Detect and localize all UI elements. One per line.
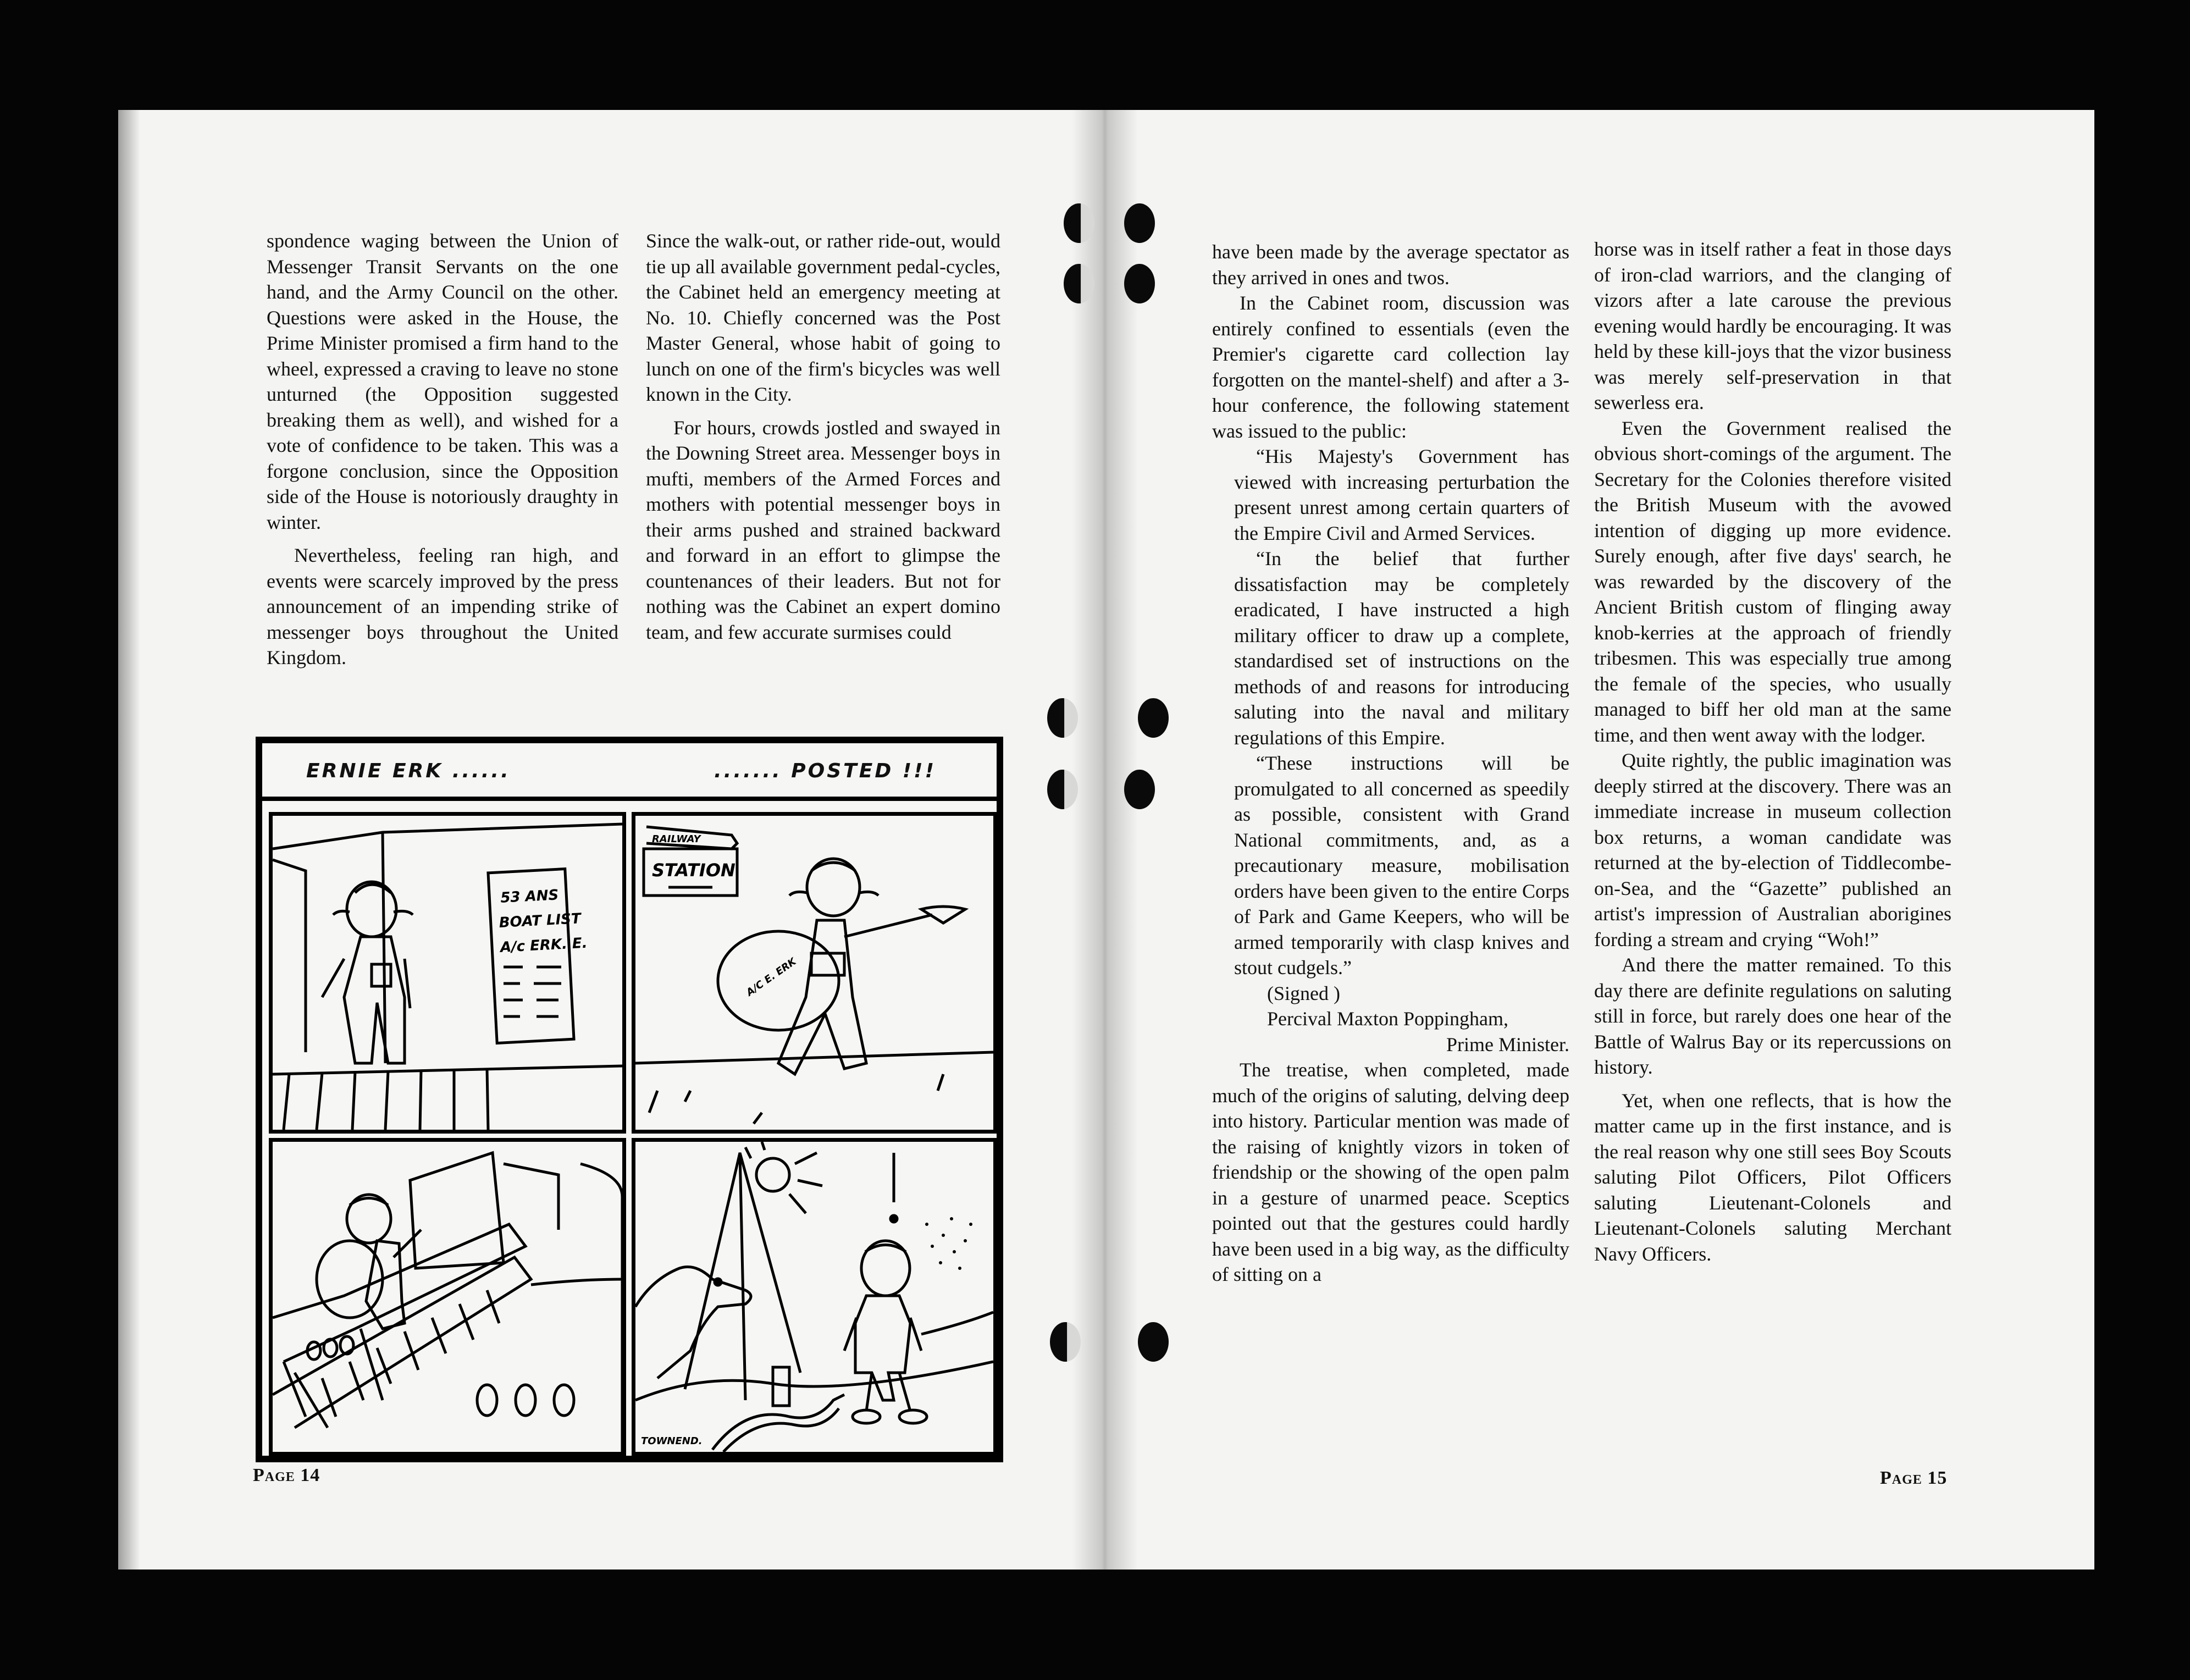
paragraph: In the Cabinet room, discussion was entirely confined to essentials (even the Premier's cigarette card collection lay forgotten on the mantel-shelf) and after a 3-hour conference, the following statement was issued to the public: bbox=[1212, 292, 1569, 442]
page-number-left: Page 14 bbox=[253, 1465, 320, 1485]
paragraph: “These instructions will be promulgated to all concerned as speedily as possible, consistent with Grand National commitments, and, as a precautionary measure, mobilisation orders have been given to the entire Corps of Park and Game Keepers, who will be armed temporarily with clasp knives and stout cudgels.” bbox=[1234, 752, 1569, 979]
comic-panel-desert bbox=[632, 1138, 997, 1456]
page-number-right: Page 15 bbox=[1880, 1468, 1948, 1488]
notice-line: 53 ANS bbox=[500, 887, 559, 907]
comic-title-left: ERNIE ERK ...... bbox=[306, 760, 511, 782]
left-column-1 bbox=[267, 228, 618, 671]
panel-drawing bbox=[635, 816, 993, 1130]
comic-panel-notice-board bbox=[269, 812, 626, 1134]
paragraph: “His Majesty's Government has viewed with increasing perturbation the present unrest among certain quarters of the Empire Civil and Armed Services. bbox=[1234, 445, 1569, 544]
paragraph: (Signed ) bbox=[1267, 982, 1340, 1004]
comic-title-right: ....... POSTED !!! bbox=[714, 760, 936, 782]
artist-signature: TOWNEND. bbox=[641, 1435, 703, 1447]
paragraph: For hours, crowds jostled and swayed in the Downing Street area. Messenger boys in mufti, members of the Armed Forces and mothers with potential messenger boys in their arms pushed and strained backward and forward in an effort to glimpse the countenances of their leaders. But not for nothing was the Cabinet an expert domino team, and few accurate surmises could bbox=[646, 416, 1000, 643]
binder-hole bbox=[1050, 1322, 1081, 1362]
comic-panel-railway-station bbox=[632, 812, 997, 1134]
paragraph: The treatise, when completed, made much of the origins of saluting, delving deep into history. Particular mention was made of the raising of knightly vizors in token of friendship or the showing of the open palm in a gesture of unarmed peace. Sceptics pointed out that the gestures could hardly have been used in a big way, as the difficulty of sitting on a bbox=[1212, 1059, 1569, 1285]
paragraph: And there the matter remained. To this day there are definite regulations on saluting still in force, but rarely does one hear of the Battle of Walrus Bay or its repercussions on history. bbox=[1594, 954, 1951, 1078]
binder-hole bbox=[1124, 203, 1155, 243]
binder-hole bbox=[1124, 770, 1155, 809]
right-column-2 bbox=[1594, 236, 1951, 1267]
paragraph: have been made by the average spectator as they arrived in ones and twos. bbox=[1212, 241, 1569, 289]
paragraph: Since the walk-out, or rather ride-out, would tie up all available government pedal-cycles, the Cabinet held an emergency meeting at No. 10. Chiefly concerned was the Post Master General, whose habit of going to lunch on one of the firm's bicycles was well known in the City. bbox=[646, 230, 1000, 405]
comic-strip bbox=[256, 737, 1003, 1462]
paragraph: Prime Minister. bbox=[1446, 1033, 1569, 1055]
left-column-2 bbox=[646, 228, 1000, 645]
station-sign-main: STATION bbox=[652, 860, 735, 881]
comic-title-bar bbox=[262, 743, 997, 801]
paragraph: Even the Government realised the obvious short-comings of the argument. The Secretary for the Colonies therefore visited the British Museum with the avowed intention of digging up more evidence. Surely enough, after five days' search, he was rewarded by the discovery of the Ancient British custom of flinging away knob-kerries at the approach of friendly tribesmen. This was especially true among the female of the species, who usually managed to biff her old man at the same time, and then went away with the lodger. bbox=[1594, 417, 1951, 746]
binder-hole bbox=[1124, 264, 1155, 303]
right-column-1 bbox=[1212, 239, 1569, 1287]
paragraph: Nevertheless, feeling ran high, and events were scarcely improved by the press announcement of an impending strike of messenger boys throughout the United Kingdom. bbox=[267, 544, 618, 668]
panel-drawing bbox=[273, 816, 622, 1130]
binder-hole bbox=[1138, 1322, 1169, 1362]
page-edge-shadow bbox=[118, 110, 140, 1570]
paragraph: Percival Maxton Poppingham, bbox=[1267, 1008, 1508, 1030]
paragraph: “In the belief that further dissatisfaction may be completely eradicated, I have instructed a high military officer to draw up a complete, standardised set of instructions on the methods of and reasons for introducing saluting into the naval and military regulations of this Empire. bbox=[1234, 548, 1569, 749]
kit-bag-label: A/C E. ERK bbox=[744, 955, 799, 999]
comic-panel-gangway bbox=[269, 1138, 626, 1456]
binder-hole bbox=[1047, 698, 1078, 738]
binder-hole bbox=[1047, 770, 1078, 809]
paragraph: spondence waging between the Union of Messenger Transit Servants on the one hand, and the Army Council on the other. Questions were asked in the House, the Prime Minister promised a firm hand to the wheel, expressed a craving to leave no stone unturned (the Opposition suggested breaking them as well), and wished for a vote of confidence to be taken. This was a forgone conclusion, since the Opposition side of the House is notoriously draughty in winter. bbox=[267, 230, 618, 533]
binder-hole bbox=[1064, 264, 1094, 303]
station-sign-top: RAILWAY bbox=[652, 833, 701, 845]
notice-line: A/c ERK. E. bbox=[500, 935, 588, 956]
binder-hole bbox=[1064, 203, 1094, 243]
notice-line: BOAT LIST bbox=[498, 910, 582, 931]
paragraph: horse was in itself rather a feat in those days of iron-clad warriors, and the clanging of vizors after a late carouse the previous evening would hardly be encouraging. It was held by these kill-joys that the vizor business was merely self-preservation in that sewerless era. bbox=[1594, 238, 1951, 413]
panel-drawing bbox=[635, 1142, 993, 1452]
paragraph: Yet, when one reflects, that is how the matter came up in the first instance, and is the real reason why one still sees Boy Scouts saluting Pilot Officers, Pilot Officers saluting Lieutenant-Colonels and Lieutenant-Colonels saluting Merchant Navy Officers. bbox=[1594, 1089, 1951, 1265]
gutter-shadow bbox=[1072, 110, 1138, 1570]
binder-hole bbox=[1138, 698, 1169, 738]
paragraph: Quite rightly, the public imagination was deeply stirred at the discovery. There was an immediate increase in museum collection box returns, a woman candidate was returned at the by-election of Tiddlecombe-on-Sea, and the “Gazette” published an artist's impression of Australian aborigines fording a stream and crying “Woh!” bbox=[1594, 749, 1951, 950]
panel-drawing bbox=[273, 1142, 622, 1452]
